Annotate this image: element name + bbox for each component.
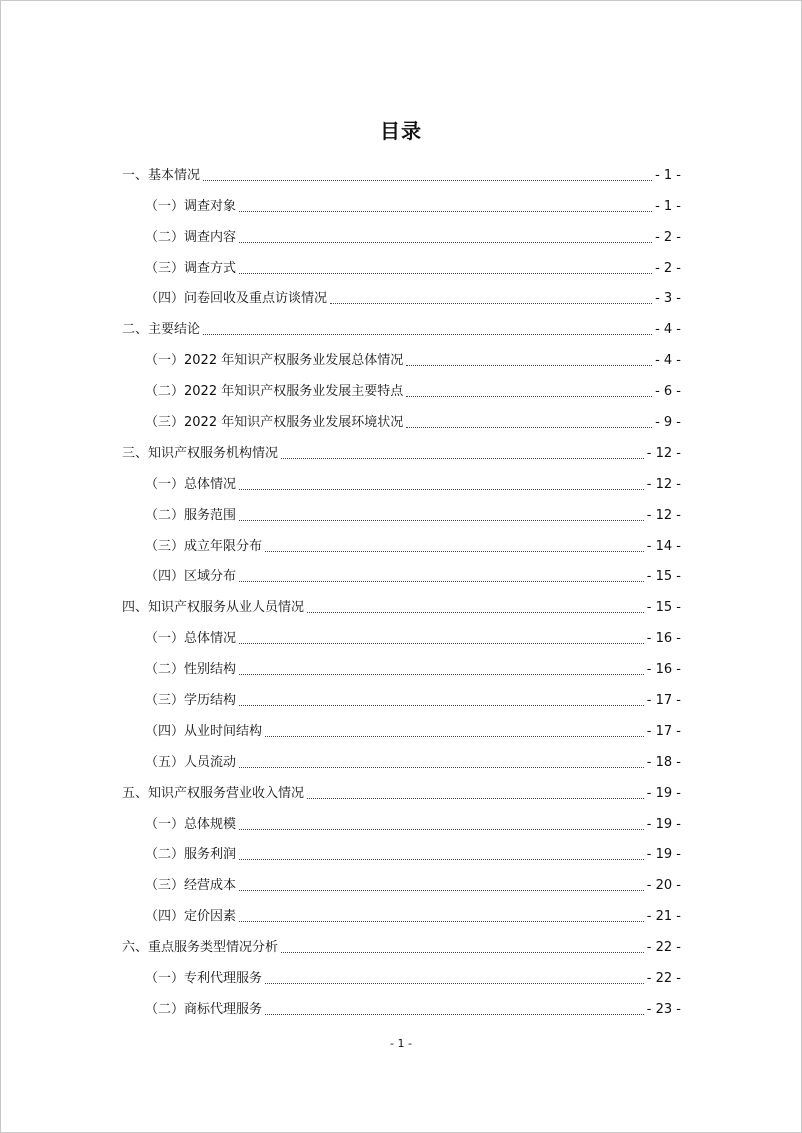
toc-entry-label: 六、重点服务类型情况分析	[122, 940, 279, 956]
toc-title: 目录	[380, 119, 422, 143]
toc-entry[interactable]	[122, 896, 681, 927]
toc-entry-label: 二、主要结论	[122, 322, 201, 338]
dot-leader	[330, 302, 652, 304]
toc-entry-label: （一）调查对象	[145, 198, 237, 214]
dot-leader	[239, 673, 644, 675]
dot-leader	[239, 889, 644, 891]
toc-entry-label: （二）服务利润	[145, 847, 237, 863]
toc-entry[interactable]	[122, 248, 681, 279]
toc-entry-label: （一）2022 年知识产权服务业发展总体情况	[145, 353, 404, 369]
dot-leader	[239, 766, 644, 768]
toc-entry[interactable]	[122, 464, 681, 495]
toc-entry[interactable]	[122, 309, 681, 340]
toc-entry[interactable]	[122, 279, 681, 310]
toc-entry[interactable]	[122, 742, 681, 773]
toc-entry[interactable]	[122, 835, 681, 866]
toc-entry[interactable]	[122, 186, 681, 217]
toc-entry-label: （三）学历结构	[145, 693, 237, 709]
dot-leader	[239, 272, 652, 274]
toc-entry-label: （一）总体规模	[145, 816, 237, 832]
dot-leader	[239, 858, 644, 860]
toc-entry-label: （三）2022 年知识产权服务业发展环境状况	[145, 415, 404, 431]
toc-entry-label: （三）经营成本	[145, 878, 237, 894]
dot-leader	[203, 179, 652, 181]
toc-entry-page: - 4 -	[655, 322, 681, 338]
toc-entry-page: - 16 -	[646, 631, 681, 647]
dot-leader	[265, 550, 644, 552]
toc-entry[interactable]	[122, 433, 681, 464]
toc-entry-label: 四、知识产权服务从业人员情况	[122, 600, 305, 616]
toc-entry-page: - 21 -	[646, 909, 681, 925]
toc-entry[interactable]	[122, 958, 681, 989]
toc-entry-page: - 6 -	[655, 384, 681, 400]
dot-leader	[307, 611, 644, 613]
dot-leader	[239, 828, 644, 830]
toc-entry-page: - 19 -	[646, 785, 681, 801]
toc-entry-label: （三）成立年限分布	[145, 538, 263, 554]
toc-entry[interactable]	[122, 773, 681, 804]
dot-leader	[265, 1013, 644, 1015]
toc-entry[interactable]	[122, 804, 681, 835]
toc-entry[interactable]	[122, 526, 681, 557]
dot-leader	[406, 426, 652, 428]
dot-leader	[307, 797, 644, 799]
toc-entry-page: - 19 -	[646, 816, 681, 832]
toc-entry-label: （二）服务范围	[145, 507, 237, 523]
toc-entry[interactable]	[122, 649, 681, 680]
toc-entry-page: - 2 -	[655, 260, 681, 276]
dot-leader	[281, 457, 644, 459]
toc-entry-page: - 2 -	[655, 229, 681, 245]
toc-entry-page: - 15 -	[646, 569, 681, 585]
table-of-contents	[122, 155, 681, 1020]
toc-entry[interactable]	[122, 402, 681, 433]
toc-entry-label: （二）性别结构	[145, 662, 237, 678]
toc-entry-label: 三、知识产权服务机构情况	[122, 445, 279, 461]
toc-entry-label: （二）调查内容	[145, 229, 237, 245]
toc-entry-label: （五）人员流动	[145, 754, 237, 770]
toc-entry-label: （四）定价因素	[145, 909, 237, 925]
dot-leader	[265, 735, 644, 737]
dot-leader	[239, 920, 644, 922]
toc-entry-page: - 23 -	[646, 1001, 681, 1017]
toc-entry-page: - 22 -	[646, 940, 681, 956]
toc-entry-page: - 4 -	[655, 353, 681, 369]
toc-entry-label: （一）总体情况	[145, 631, 237, 647]
toc-entry[interactable]	[122, 371, 681, 402]
toc-entry-page: - 22 -	[646, 971, 681, 987]
dot-leader	[265, 982, 644, 984]
toc-entry-page: - 9 -	[655, 415, 681, 431]
toc-entry-page: - 1 -	[655, 167, 681, 183]
dot-leader	[239, 519, 644, 521]
toc-entry[interactable]	[122, 618, 681, 649]
dot-leader	[239, 210, 652, 212]
dot-leader	[406, 364, 652, 366]
dot-leader	[239, 642, 644, 644]
toc-entry-page: - 18 -	[646, 754, 681, 770]
toc-entry-page: - 12 -	[646, 476, 681, 492]
toc-entry[interactable]	[122, 865, 681, 896]
dot-leader	[281, 951, 644, 953]
toc-entry[interactable]	[122, 989, 681, 1020]
page-footer-number: - 1 -	[390, 1037, 412, 1050]
toc-entry[interactable]	[122, 680, 681, 711]
toc-entry-label: （四）从业时间结构	[145, 723, 263, 739]
toc-entry-page: - 19 -	[646, 847, 681, 863]
toc-entry-page: - 3 -	[655, 291, 681, 307]
dot-leader	[239, 704, 644, 706]
toc-entry[interactable]	[122, 217, 681, 248]
toc-entry-page: - 17 -	[646, 723, 681, 739]
dot-leader	[239, 241, 652, 243]
toc-entry-label: （四）区域分布	[145, 569, 237, 585]
dot-leader	[239, 580, 644, 582]
toc-entry-page: - 20 -	[646, 878, 681, 894]
dot-leader	[203, 333, 652, 335]
toc-entry-label: （一）总体情况	[145, 476, 237, 492]
toc-entry-label: （二）商标代理服务	[145, 1001, 263, 1017]
toc-entry[interactable]	[122, 587, 681, 618]
toc-entry-label: 一、基本情况	[122, 167, 201, 183]
toc-entry[interactable]	[122, 155, 681, 186]
toc-entry[interactable]	[122, 340, 681, 371]
toc-entry-page: - 12 -	[646, 507, 681, 523]
toc-entry-label: （三）调查方式	[145, 260, 237, 276]
dot-leader	[239, 488, 644, 490]
dot-leader	[406, 395, 652, 397]
toc-entry-page: - 16 -	[646, 662, 681, 678]
toc-entry[interactable]	[122, 495, 681, 526]
toc-entry-label: （四）问卷回收及重点访谈情况	[145, 291, 328, 307]
toc-entry[interactable]	[122, 557, 681, 588]
toc-entry[interactable]	[122, 927, 681, 958]
toc-entry-page: - 1 -	[655, 198, 681, 214]
toc-entry-page: - 14 -	[646, 538, 681, 554]
toc-entry[interactable]	[122, 711, 681, 742]
toc-entry-page: - 12 -	[646, 445, 681, 461]
toc-entry-page: - 15 -	[646, 600, 681, 616]
toc-entry-label: 五、知识产权服务营业收入情况	[122, 785, 305, 801]
toc-entry-label: （一）专利代理服务	[145, 971, 263, 987]
toc-entry-page: - 17 -	[646, 693, 681, 709]
toc-entry-label: （二）2022 年知识产权服务业发展主要特点	[145, 384, 404, 400]
